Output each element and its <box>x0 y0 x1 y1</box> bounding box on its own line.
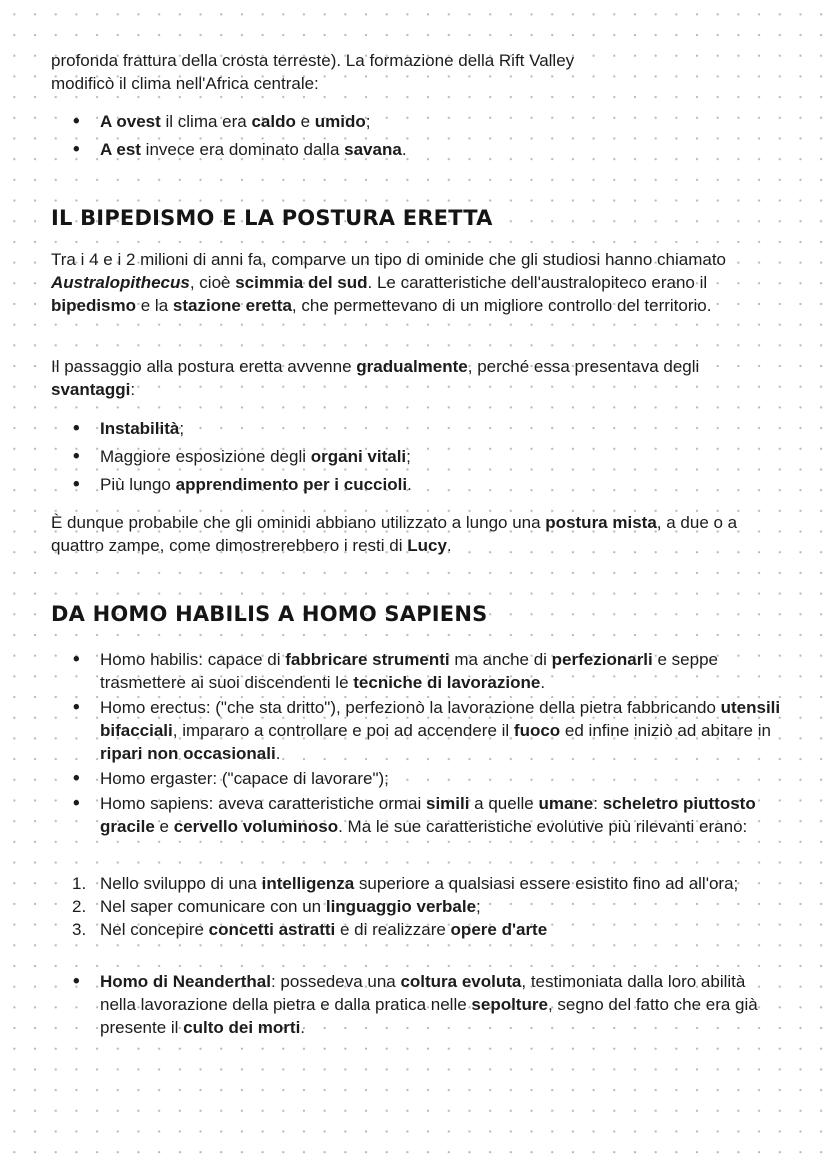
climate-list <box>51 110 781 161</box>
list-item-homo-ergaster: • Homo ergaster: ("capace di lavorare"); <box>51 767 781 790</box>
disadvantages-list <box>51 417 781 496</box>
list-item-neanderthal: • Homo di Neanderthal: possedeva una coltura evoluta, testimoniata dalla loro abilità nella lavorazione della pietra e dalla pratica nelle sepolture, segno del fatto che era già presente il culto dei morti. <box>51 970 781 1039</box>
list-item-linguaggio: 2. Nel saper comunicare con un linguaggio verbale; <box>72 897 481 916</box>
list-item-apprendimento: • Più lungo apprendimento per i cuccioli. <box>51 473 781 496</box>
intro-line-2: modificò il clima nell'Africa centrale: <box>51 74 319 93</box>
list-item-instabilita: • Instabilità; <box>51 417 781 440</box>
list-item-homo-habilis: • Homo habilis: capace di fabbricare strumenti ma anche di perfezionarli e seppe trasmettere ai suoi discendenti le tecniche di lavorazione. <box>51 648 781 694</box>
list-item-west: • A ovest il clima era caldo e umido; <box>51 110 781 133</box>
section-heading-homo: DA HOMO HABILIS A HOMO SAPIENS <box>51 602 488 626</box>
sapiens-traits-list <box>51 872 781 941</box>
list-item-intelligenza: 1. Nello sviluppo di una intelligenza superiore a qualsiasi essere esistito fino ad all'ora; <box>72 874 739 893</box>
paragraph-svantaggi: Il passaggio alla postura eretta avvenne gradualmente, perché essa presentava degli svantaggi: <box>51 357 700 399</box>
neanderthal-list <box>51 970 781 1039</box>
list-item-concetti: 3. Nel concepire concetti astratti e di realizzare opere d'arte <box>72 920 548 939</box>
list-item-east: • A est invece era dominato dalla savana. <box>51 138 781 161</box>
list-item-organi-vitali: • Maggiore esposizione degli organi vitali; <box>51 445 781 468</box>
list-item-homo-sapiens: • Homo sapiens: aveva caratteristiche ormai simili a quelle umane: scheletro piuttosto gracile e cervello voluminoso. Ma le sue caratteristiche evolutive più rilevanti erano: <box>51 792 781 838</box>
paragraph-postura-mista: È dunque probabile che gli ominidi abbiano utilizzato a lungo una postura mista, a due o a quattro zampe, come dimostrerebbero i resti di Lucy. <box>51 513 738 555</box>
section-heading-bipedismo: IL BIPEDISMO E LA POSTURA ERETTA <box>51 206 493 230</box>
list-item-homo-erectus: • Homo erectus: ("che sta dritto"), perfezionò la lavorazione della pietra fabbricando utensili bifacciali, impararo a controllare e poi ad accendere il fuoco ed infine iniziò ad abitare in ripari non occasionali. <box>51 696 781 765</box>
paragraph-australopithecus: Tra i 4 e i 2 milioni di anni fa, comparve un tipo di ominide che gli studiosi hanno chiamato Australopithecus, cioè scimmia del sud. Le caratteristiche dell'australopiteco erano il bipedismo e la stazione eretta, che permettevano di un migliore controllo del territorio. <box>51 250 727 315</box>
homo-species-list <box>51 648 781 838</box>
intro-line-1: profonda frattura della crosta terreste). La formazione della Rift Valley <box>51 51 575 70</box>
intro-paragraph <box>51 49 781 95</box>
